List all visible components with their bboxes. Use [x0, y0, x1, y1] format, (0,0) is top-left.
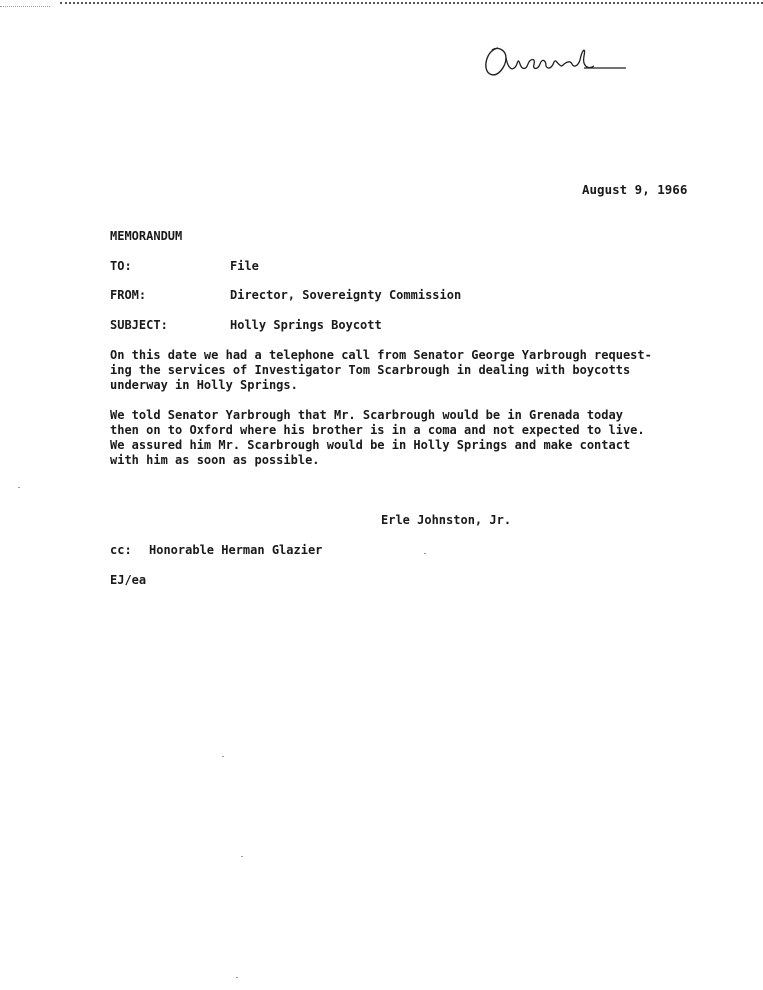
memo-paragraph-2: We told Senator Yarbrough that Mr. Scarbrough would be in Grenada today then on to Oxford where his brother is in a coma and not expected to live. We assured him Mr. Scarbrough would be in Holly Springs and make contact with him as soon as possible.: [110, 408, 645, 467]
page-top-edge: [60, 2, 763, 4]
to-value: File: [230, 259, 259, 273]
scan-speck: [424, 553, 426, 554]
cc-label: cc:: [110, 543, 132, 557]
memo-paragraph-1: On this date we had a telephone call from Senator George Yarbrough request- ing the services of Investigator Tom Scarbrough in dealing with boycotts underway in Holly Springs.: [110, 348, 652, 392]
scan-speck: [18, 487, 20, 488]
page-edge-mark: [0, 6, 50, 7]
subject-label: SUBJECT:: [110, 318, 168, 332]
memo-date: August 9, 1966: [582, 182, 688, 197]
from-label: FROM:: [110, 288, 147, 302]
signature: Erle Johnston, Jr.: [381, 513, 512, 527]
scan-speck: [236, 977, 238, 978]
handwritten-note: [476, 36, 636, 86]
scan-speck: [241, 856, 243, 857]
from-value: Director, Sovereignty Commission: [230, 288, 462, 302]
scan-speck: [222, 756, 224, 757]
subject-value: Holly Springs Boycott: [230, 318, 382, 332]
typist-initials: EJ/ea: [110, 573, 147, 587]
to-label: TO:: [110, 259, 132, 273]
cc-value: Honorable Herman Glazier: [149, 543, 323, 557]
memo-heading: MEMORANDUM: [110, 229, 183, 243]
